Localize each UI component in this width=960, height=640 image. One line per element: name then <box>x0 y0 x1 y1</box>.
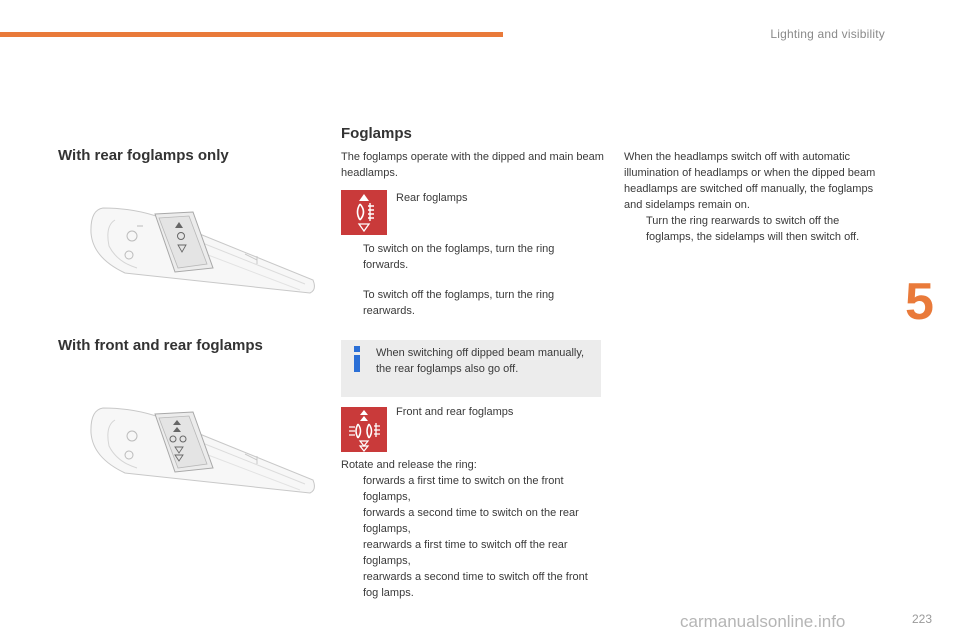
info-note-text: When switching off dipped beam manually, the rear foglamps also go off. <box>376 347 585 375</box>
page-number: 223 <box>912 612 933 626</box>
section-title: Lighting and visibility <box>770 27 885 41</box>
lighting-stalk-front-rear-image <box>85 398 320 498</box>
step-1-bullet: forwards a first time to switch on the front foglamps, <box>363 475 564 503</box>
switch-off-bullet: To switch off the foglamps, turn the ring rearwards. <box>363 289 555 317</box>
foglamps-title: Foglamps <box>341 125 412 142</box>
rear-foglamps-label: Rear foglamps <box>396 192 468 204</box>
lighting-stalk-image <box>85 198 320 298</box>
heading-front-and-rear-foglamps: With front and rear foglamps <box>58 337 263 354</box>
step-3-bullet: rearwards a first time to switch off the rear foglamps, <box>363 539 568 567</box>
info-icon <box>352 346 362 372</box>
rotate-intro: Rotate and release the ring: <box>341 459 477 471</box>
step-2-bullet: forwards a second time to switch on the rear foglamps, <box>363 507 579 535</box>
switch-on-bullet: To switch on the foglamps, turn the ring forwards. <box>363 243 555 271</box>
chapter-number: 5 <box>905 273 934 331</box>
header-accent-bar <box>0 32 503 37</box>
heading-rear-foglamps-only: With rear foglamps only <box>58 147 229 164</box>
step-4-bullet: rearwards a second time to switch off the front fog lamps. <box>363 571 588 599</box>
rear-foglamp-icon <box>341 190 387 235</box>
watermark: carmanualsonline.info <box>680 612 846 631</box>
front-rear-foglamps-label: Front and rear foglamps <box>396 406 514 418</box>
right-bullet: Turn the ring rearwards to switch off the foglamps, the sidelamps will then switch off. <box>646 215 860 243</box>
right-paragraph: When the headlamps switch off with automatic illumination of headlamps or when the dipped beam headlamps are switched off manually, the foglamps and sidelamps remain on. <box>624 151 876 211</box>
front-rear-foglamp-icon <box>341 407 387 452</box>
foglamps-intro: The foglamps operate with the dipped and main beam headlamps. <box>341 151 604 179</box>
